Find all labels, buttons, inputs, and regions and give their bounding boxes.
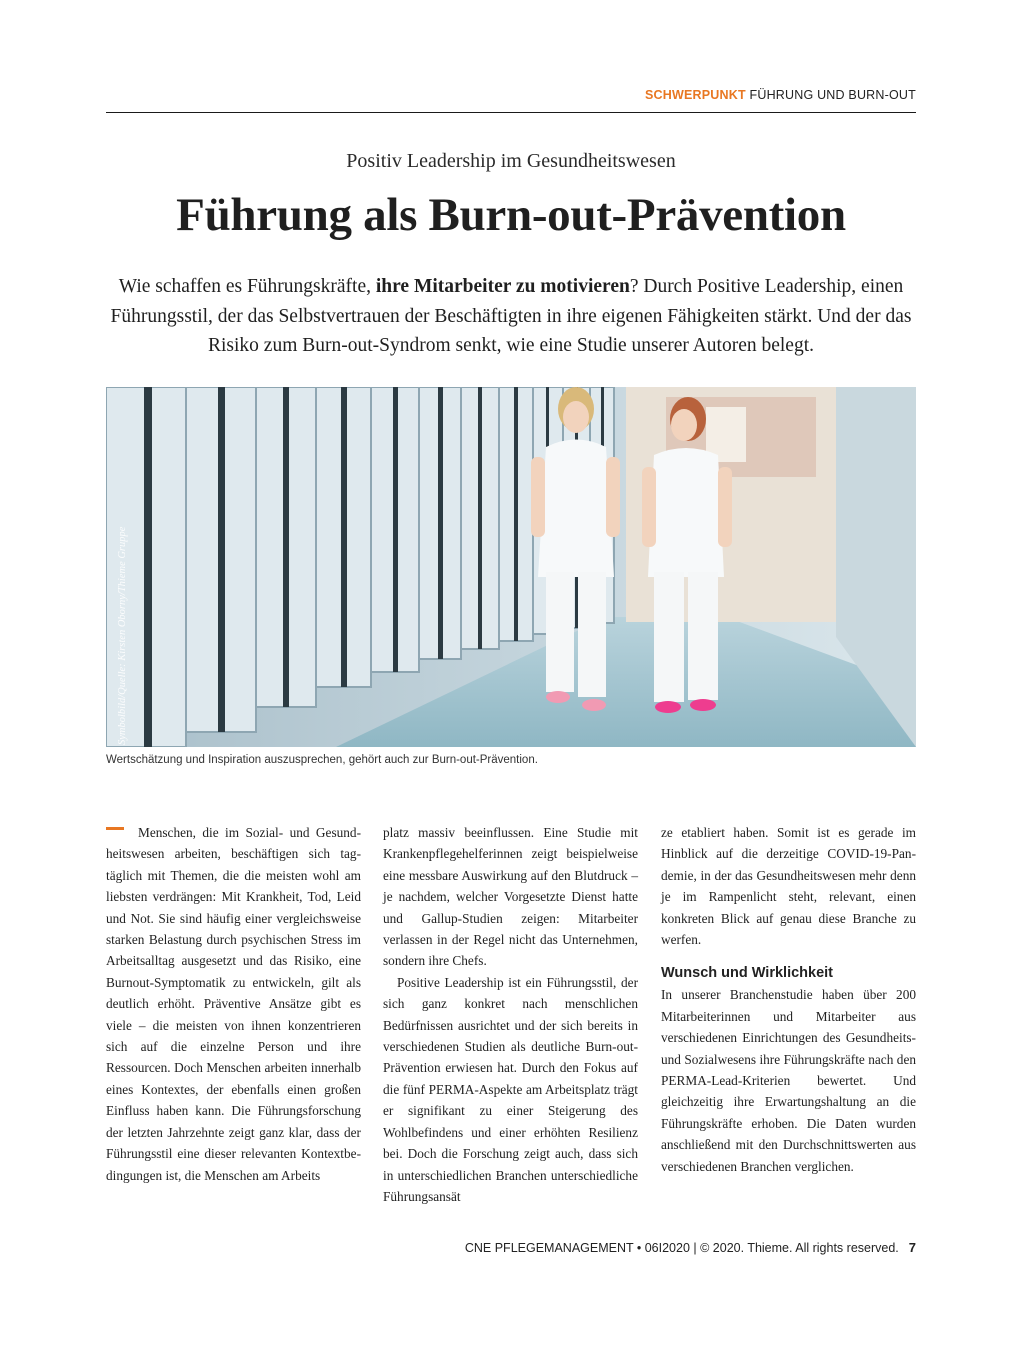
lead-text-2: ? Durch Positive Leadership, einen Führungsstil, der das Selbstvertrauen der Beschäftigten in ihre eigenen Fähigkeiten stärkt. Und der das Risiko zum Burn-out-Syndrom senkt, wie eine Studie unserer Autoren belegt. <box>110 276 912 356</box>
body-paragraph <box>106 822 361 1186</box>
body-column-3 <box>661 822 916 1177</box>
page-number: 7 <box>908 1240 916 1255</box>
photo-illustration <box>106 387 916 747</box>
lead-text-1: Wie schaffen es Führungskräfte, <box>118 276 376 297</box>
body-paragraph: platz massiv beeinflussen. Eine Studie mit Krankenpflegehelferinnen zeigt beispielweise eine messbare Auswirkung auf den Blutdruck – je nachdem, welcher Vorgesetzte Dienst hatte und Gallup-Studien zeigen: Mitarbeiter verlassen in der Regel nicht das Unternehmen, sondern ihre Chefs. <box>383 825 638 969</box>
section-label: SCHWERPUNKT <box>645 88 746 102</box>
running-header <box>106 88 916 113</box>
body-paragraph: In unserer Branchenstudie haben über 200 Mitarbeiterinnen und Mitarbeiter aus verschiedenen Einrichtungen des Gesundheits- und Sozialwesens ihre Führungskräfte nach den PERMA-Lead-Kriterien bewertet. Und gleichzeitig ihre Erwartungshaltung an die Führungskräfte erhoben. Die Daten wurden anschließend mit den Durchschnittswerten aus verschiedenen Branchen verglichen. <box>661 987 916 1174</box>
body-text: Menschen, die im Sozial- und Gesundheitswesen arbeiten, beschäftigen sich tagtäglich mit Themen, die die meisten wohl am liebsten verdrängen: Mit Krankheit, Tod, Leid und Not. Sie sind häufig einer vergleichsweise starken Belastung durch psychischen Stress im Arbeitsalltag ausgesetzt und das Risiko, eine Burnout-Symptomatik zu entwickeln, gilt als deutlich erhöht. Präventive Ansätze gibt es viele – die meisten von ihnen konzentrieren sich auf die einzelne Person und ihre Ressourcen. Doch Menschen arbeiten innerhalb eines Kontextes, der ebenfalls einen großen Einfluss haben kann. Die Führungsforschung der letzten Jahrzehnte zeigt ganz klar, dass der Führungsstil eine dieser relevanten Kontextbedingungen ist, die Menschen am Arbeits <box>106 825 361 1183</box>
article-photo <box>106 387 916 747</box>
article-title: Führung als Burn-out-Prävention <box>176 189 846 241</box>
topic-label: FÜHRUNG UND BURN-OUT <box>749 88 916 102</box>
section-subheading: Wunsch und Wirklichkeit <box>661 965 834 982</box>
body-paragraph: Positive Leadership ist ein Führungsstil, der sich ganz konkret nach menschlichen Bedürfnissen ausrichtet und der sich bereits in verschiedenen Studien als deutliche Burn-out-Prävention erwiesen hat. Durch den Fokus auf die fünf PERMA-Aspekte am Arbeitsplatz trägt er signifikant zu einer Steigerung des Wohlbefindens und einer erhöhten Resilienz bei. Doch die Forschung zeigt auch, dass sich in unterschiedlichen Branchen unterschiedliche Führungsansät <box>383 974 638 1204</box>
photo-credit-text: Symbolbild/Quelle: Kirsten Oborny/Thieme Gruppe <box>117 526 128 745</box>
body-paragraph: ze etabliert haben. Somit ist es gerade im Hinblick auf die derzeitige COVID-19-Pandemie, in der das Gesundheitswesen mehr denn je im Rampenlicht steht, relevant, einen konkreten Blick auf genau diese Branche zu werfen. <box>661 825 916 948</box>
paragraph-start-dash <box>106 827 124 830</box>
body-column-1 <box>106 822 361 1186</box>
page-footer <box>106 1240 916 1255</box>
article-lead <box>96 272 926 361</box>
body-column-2 <box>383 822 638 1207</box>
lead-bold-text: ihre Mitarbeiter zu motivieren <box>375 276 630 297</box>
article-kicker: Positiv Leadership im Gesundheitswesen <box>346 150 676 172</box>
photo-caption: Wertschätzung und Inspiration auszusprechen, gehört auch zur Burn-out-Prävention. <box>106 754 538 766</box>
footer-text: CNE PFLEGEMANAGEMENT • 06I2020 | © 2020. Thieme. All rights reserved. <box>464 1241 899 1255</box>
photo-credit <box>106 387 128 747</box>
